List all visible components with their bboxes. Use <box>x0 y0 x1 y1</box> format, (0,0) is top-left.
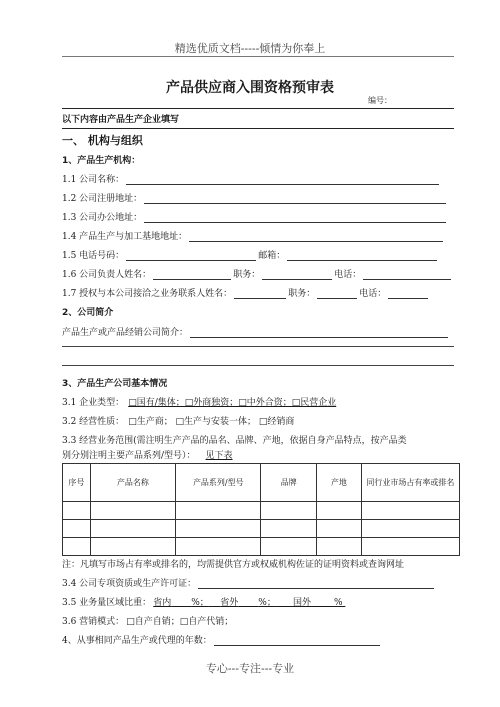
region-row <box>62 594 454 608</box>
table-cell[interactable] <box>316 502 361 520</box>
table-cell[interactable] <box>176 502 261 520</box>
marketing-mode-label: 3.6 营销模式： <box>62 617 125 627</box>
top-rule <box>62 108 454 109</box>
org-heading: 1、产品生产机构： <box>62 156 141 166</box>
contact-name-field[interactable] <box>234 289 286 299</box>
intro-label: 产品生产或产品经销公司简介： <box>62 328 189 338</box>
table-row <box>63 520 460 538</box>
reg-address-row <box>62 190 454 204</box>
reg-address-label: 1.2 公司注册地址： <box>62 194 143 204</box>
intro-heading: 2、公司简介 <box>62 308 114 318</box>
contact-title-field[interactable] <box>317 289 357 299</box>
table-cell[interactable] <box>261 502 316 520</box>
form-title: 产品供应商入围资格预审表 <box>166 80 334 96</box>
owner-row <box>62 266 454 280</box>
owner-tel-label: 电话： <box>334 270 362 280</box>
col-header: 产地 <box>316 464 361 502</box>
col-header: 产品名称 <box>90 464 175 502</box>
email-field[interactable] <box>287 251 437 261</box>
header-rule <box>62 56 454 57</box>
office-address-row <box>62 209 454 223</box>
owner-title-field[interactable] <box>262 270 332 280</box>
contact-row <box>62 285 454 299</box>
years-row <box>62 632 454 646</box>
owner-name-field[interactable] <box>153 270 231 280</box>
table-cell[interactable] <box>90 502 175 520</box>
page-footer: 专心---专注---专业 <box>205 662 295 675</box>
marketing-mode-options[interactable]: □自产自销；□自产代销； <box>126 617 234 627</box>
basic-heading: 3、产品生产公司基本情况 <box>62 379 168 389</box>
table-cell[interactable] <box>63 538 91 556</box>
production-address-row <box>62 228 454 242</box>
col-header: 同行业市场占有率或排名 <box>361 464 459 502</box>
business-nature-options[interactable]: □生产商； □生产与安装一体； □经销商 <box>128 417 295 427</box>
intro-field[interactable] <box>190 328 448 338</box>
product-table <box>62 463 460 556</box>
years-field[interactable] <box>214 636 380 646</box>
owner-tel-field[interactable] <box>363 270 451 280</box>
enterprise-type-label: 3.1 企业类型： <box>62 398 125 408</box>
table-cell[interactable] <box>316 520 361 538</box>
office-address-label: 1.3 公司办公地址： <box>62 213 143 223</box>
fill-note: 以下内容由产品生产企业填写 <box>62 115 180 125</box>
production-address-field[interactable] <box>189 232 443 242</box>
contact-label: 1.7 授权与本公司接洽之业务联系人姓名： <box>62 289 233 299</box>
enterprise-type-options[interactable]: □国有/集体；□外商独资；□中外合资；□民营企业 <box>128 398 337 408</box>
scope-line-1: 3.3 经营业务范围(需注明生产产品的品名、品牌、产地，依据自身产品特点，按产品类 <box>62 436 407 446</box>
license-label: 3.4 公司专项资质或生产许可证： <box>62 579 197 589</box>
table-cell[interactable] <box>90 538 175 556</box>
enterprise-type-row <box>62 394 454 408</box>
email-label: 邮箱： <box>258 251 286 261</box>
company-name-row <box>62 171 454 185</box>
table-cell[interactable] <box>361 502 459 520</box>
table-cell[interactable] <box>316 538 361 556</box>
col-header: 品牌 <box>261 464 316 502</box>
intro-blank-line-1[interactable] <box>62 346 454 347</box>
table-header-row <box>63 464 460 502</box>
owner-label: 1.6 公司负责人姓名： <box>62 270 152 280</box>
table-row <box>63 538 460 556</box>
intro-blank-line-2[interactable] <box>62 365 454 366</box>
years-label: 4、从事相同产品生产或代理的年数： <box>62 636 212 646</box>
owner-title-label: 职务： <box>233 270 261 280</box>
col-header: 序号 <box>63 464 91 502</box>
region-label: 3.5 业务量区域比重： <box>62 598 152 608</box>
phone-label: 1.5 电话号码： <box>62 251 125 261</box>
license-field[interactable] <box>198 579 434 589</box>
table-cell[interactable] <box>176 538 261 556</box>
intro-row <box>62 324 454 338</box>
see-table-link: 见下表 <box>205 451 233 461</box>
table-row <box>63 502 460 520</box>
phone-email-row <box>62 247 454 261</box>
scope-line-2: 别分别注明主要产品系列/型号）： 见下表 <box>62 447 454 461</box>
company-name-label: 1.1 公司名称： <box>62 175 125 185</box>
contact-title-label: 职务： <box>288 289 316 299</box>
contact-tel-label: 电话： <box>359 289 387 299</box>
table-cell[interactable] <box>90 520 175 538</box>
reg-address-field[interactable] <box>144 194 446 204</box>
table-cell[interactable] <box>361 538 459 556</box>
company-name-field[interactable] <box>126 175 439 185</box>
table-cell[interactable] <box>176 520 261 538</box>
market-note: 注：凡填写市场占有率或排名的，均需提供官方或权威机构佐证的证明资料或查询网址 <box>62 560 405 570</box>
marketing-mode-row <box>62 613 454 627</box>
business-nature-label: 3.2 经营性质： <box>62 417 125 427</box>
contact-tel-field[interactable] <box>388 289 428 299</box>
table-cell[interactable] <box>261 520 316 538</box>
production-address-label: 1.4 产品生产与加工基地地址： <box>62 232 188 242</box>
table-cell[interactable] <box>361 520 459 538</box>
table-cell[interactable] <box>261 538 316 556</box>
business-nature-row <box>62 413 454 427</box>
section-rule <box>62 128 454 129</box>
region-values[interactable]: 省内 %； 省外 %； 国外 % <box>153 598 343 608</box>
office-address-field[interactable] <box>144 213 446 223</box>
col-header: 产品系列/型号 <box>176 464 261 502</box>
page-header: 精选优质文档-----倾情为你奉上 <box>174 42 326 55</box>
table-cell[interactable] <box>63 520 91 538</box>
license-row <box>62 575 454 589</box>
serial-number-label: 编号： <box>368 96 392 105</box>
phone-field[interactable] <box>126 251 256 261</box>
section-1-title: 一、 机构与组织 <box>62 134 143 147</box>
table-cell[interactable] <box>63 502 91 520</box>
